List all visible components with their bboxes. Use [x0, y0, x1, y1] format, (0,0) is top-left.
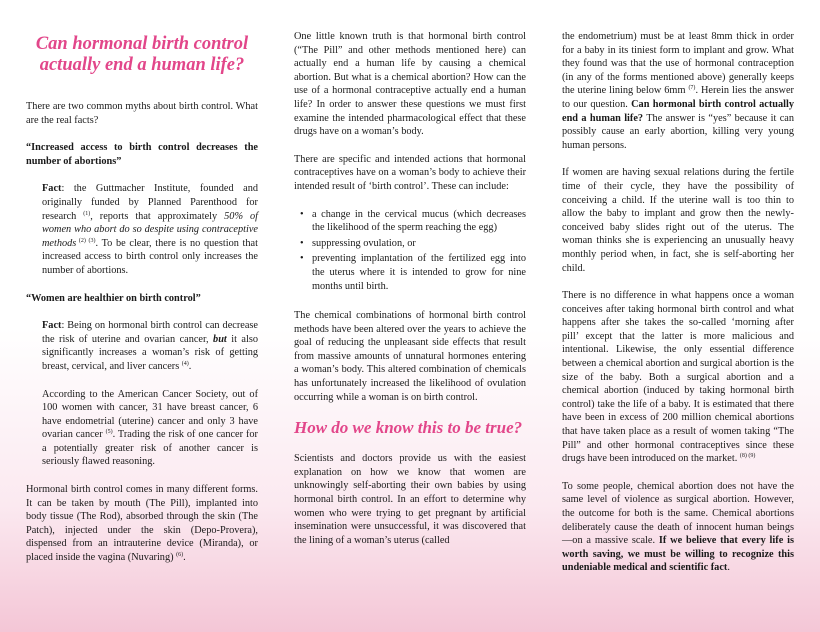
text: . Trading the risk of one cancer for a potentially greater risk of another cancer is seriously flawed reasoning. — [42, 429, 258, 468]
list-item: • suppressing ovulation, or — [300, 237, 526, 251]
text: : Being on hormonal birth control can decrease the risk of uterine and ovarian cancer, — [42, 320, 258, 345]
acs-paragraph — [26, 388, 258, 470]
paragraph: If women are having sexual relations during the fertile time of their cycle, they have the possibility of conceiving a child. If the uterine wall is too thin to allow the baby to implant and grow then the newly-conceived baby slides right out of the uterus. The woman thinks she is experiencing an unusually heavy monthly period when, in fact, she is self-aborting her child. — [562, 167, 794, 274]
text: There is no difference in what happens once a woman conceives after taking hormonal birth control and what happens after she takes the so-called ‘morning after pill’ except that the latter is more malicious and intentional. Likewise, the only essential difference between a chemical abortion and surgical abortion is the size of the baby. Both a surgical abortion and a chemical abortion (induced by taking hormonal birth control) take the life of a baby. It is estimated that there have been in excess of 200 million chemical abortions that have taken place as a result of women taking “The Pill” and other hormonal contraceptives since these drugs have been introduced on the market. — [562, 290, 794, 465]
text: . — [727, 562, 730, 574]
text: . To be clear, there is no question that increased access to birth control only increases the number of abortions. — [42, 237, 258, 276]
intro-paragraph: There are two common myths about birth control. What are the real facts? — [26, 101, 258, 126]
footnote-ref: (8) (9) — [739, 453, 756, 460]
action-list — [294, 208, 526, 294]
paragraph — [562, 480, 794, 575]
fact-label: Fact — [42, 320, 62, 332]
section-heading: How do we know this to be true? — [294, 418, 523, 438]
fact-1-paragraph — [26, 182, 258, 277]
list-item: • preventing implantation of the fertilized egg into the uterus where it is intended to grow for nine months until birth. — [300, 252, 526, 293]
list-item: • a change in the cervical mucus (which decreases the likelihood of the sperm reaching the egg) — [300, 208, 526, 235]
paragraph: Scientists and doctors provide us with the easiest explanation on how we know that women are unknowingly self-aborting their own babies by using hormonal birth control. In an effort to determine why women who were trying to get pregnant by artificial insemination were unsuccessful, it was discovered that the lining of a woman’s uterus (called — [294, 453, 526, 546]
emphasis-text: 50% of women who abort do so despite using contraceptive methods — [42, 210, 258, 249]
paragraph: One little known truth is that hormonal birth control (“The Pill” and other methods mentioned here) can actually end a human life by causing a chemical abortion. But what is a chemical abortion? How can the use of a hormonal contraceptive actually end a human life? In order to answer these questions we must first examine the intended pharmacological effect that these drugs have on a woman’s body. — [294, 31, 526, 138]
text: . Herein lies the answer to our question. — [562, 85, 794, 110]
forms-paragraph — [26, 483, 258, 565]
fact-2-paragraph — [26, 319, 258, 373]
column-2 — [294, 30, 526, 561]
emphasis-text: but — [213, 333, 227, 345]
text: it also significantly increases a woman’s risk of getting breast, cervical, and liver cancers — [42, 333, 258, 372]
column-1 — [26, 30, 258, 579]
fact-label: Fact — [42, 183, 62, 195]
text: . — [183, 552, 186, 564]
footnote-ref: (6) — [176, 552, 184, 559]
footnote-ref: (1) — [83, 210, 91, 217]
paragraph: The chemical combinations of hormonal birth control methods have been altered over the years to achieve the goal of reducing the unpleasant side effects that result from massive amounts of unnatural hormones entering a woman’s body. This altered combination of chemicals has unfortunately increased the likelihood of ovulation occurring while a woman is on birth control. — [294, 310, 526, 403]
text: The answer is “yes” because it can possibly cause an early abortion, killing very young human persons. — [562, 112, 795, 151]
text: : the Guttmacher Institute, founded and originally funded by Planned Parenthood for research — [42, 183, 258, 222]
bold-text: If we believe that every life is worth saving, we must be willing to recognize this undeniable medical and scientific fact — [562, 535, 794, 574]
text: the endometrium) must be at least 8mm thick in order for a baby in its tiniest form to implant and grow. What they found was that the use of hormonal contraception (in any of the forms mentioned above) generally keeps the uterine lining below 6mm — [562, 31, 794, 97]
text: To some people, chemical abortion does not have the same level of violence as surgical abortion. However, the outcome for both is the same. Chemical abortions deliberately cause the death of innocent human beings—on a massive scale. — [562, 480, 794, 547]
myth-2-heading: “Women are healthier on birth control” — [26, 292, 201, 304]
main-heading: Can hormonal birth control actually end a human life? — [35, 34, 249, 75]
column-3 — [562, 30, 794, 589]
text: . — [188, 360, 192, 372]
footnote-ref: (7) — [688, 85, 696, 92]
text: , reports that approximately — [90, 210, 225, 222]
paragraph — [562, 289, 794, 466]
paragraph: There are specific and intended actions that hormonal contraceptives have on a woman’s body to achieve their intended result of ‘birth control’. These can include: — [294, 153, 526, 192]
footnote-ref: (5) — [105, 429, 113, 436]
footnote-ref: (2) (3) — [76, 237, 96, 244]
myth-1-heading: “Increased access to birth control decreases the number of abortions” — [26, 142, 258, 167]
text: According to the American Cancer Society, out of 100 women with cancer, 31 have breast cancer, 6 have endometrial (uterine) cancer and only 3 have ovarian cancer — [42, 388, 258, 441]
paragraph — [562, 30, 794, 152]
bold-text: Can hormonal birth control actually end a human life? — [562, 98, 794, 124]
text: Hormonal birth control comes in many different forms. It can be taken by mouth (The Pill), implanted into body tissue (The Rod), absorbed through the skin (The Patch), injected under the skin (Depo-Provera), dispensed from an intrauterine device (Miranda), or placed inside the vagina (Nuvaring) — [26, 484, 258, 564]
footnote-ref: (4) — [181, 360, 189, 367]
